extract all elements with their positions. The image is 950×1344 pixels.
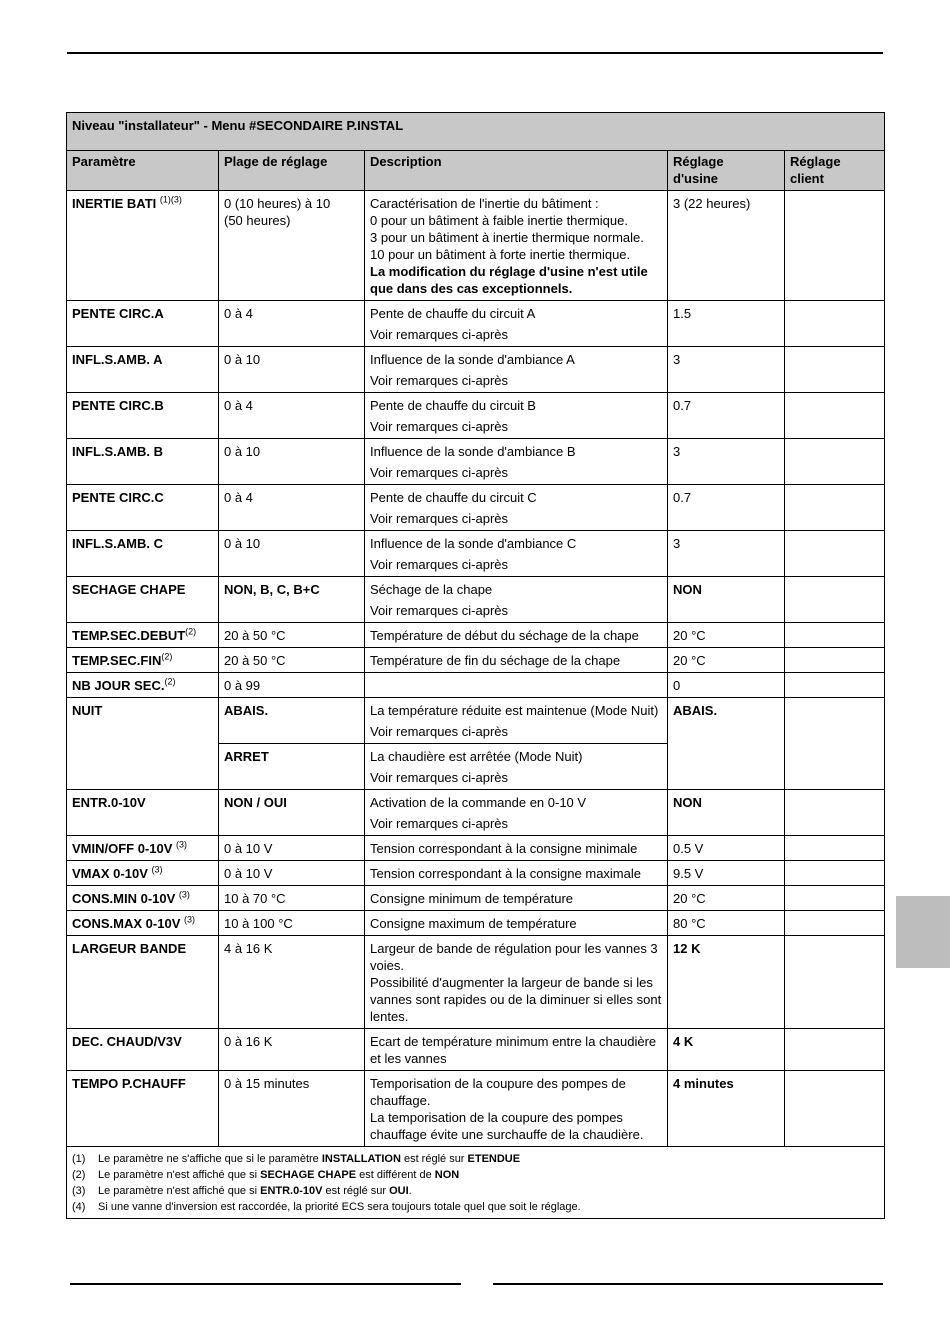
footnote: (3) Le paramètre n'est affiché que si ENTR.0-10V est réglé sur OUI. xyxy=(72,1185,412,1197)
client-setting xyxy=(785,393,885,439)
chapter-tab xyxy=(896,896,950,968)
table-row: ENTR.0-10V NON / OUI Activation de la commande en 0-10 V Voir remarques ci-après NON xyxy=(67,790,885,836)
header-range: Plage de réglage xyxy=(219,151,365,191)
footnotes xyxy=(67,1147,885,1219)
table-row: INFL.S.AMB. A 0 à 10 Influence de la sonde d'ambiance A Voir remarques ci-après 3 xyxy=(67,347,885,393)
table-row: TEMP.SEC.FIN$^{(2)}$ 20 à 50 °C Température de fin du séchage de la chape 20 °C xyxy=(67,648,885,673)
client-setting xyxy=(785,531,885,577)
client-setting xyxy=(785,301,885,347)
table-row: VMAX 0-10V $^{(3)}$ 0 à 10 V Tension correspondant à la consigne maximale 9.5 V xyxy=(67,861,885,886)
table-row: NUIT ABAIS. La température réduite est maintenue (Mode Nuit) Voir remarques ci-après ABAIS. xyxy=(67,698,885,744)
table-row: INFL.S.AMB. C 0 à 10 Influence de la sonde d'ambiance C Voir remarques ci-après 3 xyxy=(67,531,885,577)
table-row: VMIN/OFF 0-10V $^{(3)}$ 0 à 10 V Tension correspondant à la consigne minimale 0.5 V xyxy=(67,836,885,861)
top-rule xyxy=(67,52,883,54)
table-row: INERTIE BATI $^{(1)(3)}$ 0 (10 heures) à 10 (50 heures) Caractérisation de l'inertie du bâtiment : 0 pour un bâtiment à faible inertie thermique. 3 pour un bâtiment à inertie thermique normale. 10 pour un bâtiment à forte inertie thermique. La modification du réglage d'usine n'est utile que dans des cas exceptionnels. 3 (22 heures) xyxy=(67,191,885,301)
footnote-ref: (2) xyxy=(185,626,197,637)
client-setting xyxy=(785,936,885,1029)
client-setting xyxy=(785,347,885,393)
footer-rule-left xyxy=(70,1283,461,1285)
header-client: Réglage client xyxy=(785,151,885,191)
table-row: PENTE CIRC.A 0 à 4 Pente de chauffe du circuit A Voir remarques ci-après 1.5 xyxy=(67,301,885,347)
client-setting xyxy=(785,623,885,648)
client-setting xyxy=(785,911,885,936)
table-row: ARRET La chaudière est arrêtée (Mode Nuit) Voir remarques ci-après xyxy=(67,744,885,790)
footnote: (2) Le paramètre n'est affiché que si SECHAGE CHAPE est différent de NON xyxy=(72,1169,460,1181)
header-factory: Réglage d'usine xyxy=(668,151,785,191)
footnote-ref: (3) xyxy=(151,864,163,875)
footnote-ref: (1)(3) xyxy=(159,194,182,205)
client-setting xyxy=(785,836,885,861)
table-row: PENTE CIRC.C 0 à 4 Pente de chauffe du circuit C Voir remarques ci-après 0.7 xyxy=(67,485,885,531)
table-row: INFL.S.AMB. B 0 à 10 Influence de la sonde d'ambiance B Voir remarques ci-après 3 xyxy=(67,439,885,485)
table-row: PENTE CIRC.B 0 à 4 Pente de chauffe du circuit B Voir remarques ci-après 0.7 xyxy=(67,393,885,439)
client-setting xyxy=(785,861,885,886)
client-setting xyxy=(785,1071,885,1147)
param-name: INERTIE BATI xyxy=(72,196,160,211)
table-row: DEC. CHAUD/V3V 0 à 16 K Ecart de température minimum entre la chaudière et les vannes 4 K xyxy=(67,1029,885,1071)
header-desc: Description xyxy=(365,151,668,191)
table-title-row xyxy=(67,113,885,151)
client-setting xyxy=(785,485,885,531)
client-setting xyxy=(785,698,885,790)
footnote: (4) Si une vanne d'inversion est raccordée, la priorité ECS sera toujours totale quel que soit le réglage. xyxy=(72,1201,581,1213)
table-row: NB JOUR SEC.$^{(2)}$ 0 à 99 0 xyxy=(67,673,885,698)
footnote-ref: (3) xyxy=(176,839,188,850)
footnote: (1) Le paramètre ne s'affiche que si le paramètre INSTALLATION est réglé sur ETENDUE xyxy=(72,1153,521,1165)
table-header-row xyxy=(67,151,885,191)
client-setting xyxy=(785,648,885,673)
table-row: CONS.MAX 0-10V $^{(3)}$ 10 à 100 °C Consigne maximum de température 80 °C xyxy=(67,911,885,936)
header-param: Paramètre xyxy=(67,151,219,191)
table-row: SECHAGE CHAPE NON, B, C, B+C Séchage de la chape Voir remarques ci-après NON xyxy=(67,577,885,623)
table-row: LARGEUR BANDE 4 à 16 K Largeur de bande de régulation pour les vannes 3 voies. Possibilité d'augmenter la largeur de bande si les vannes sont rapides ou de la diminuer si elles sont lentes. 12 K xyxy=(67,936,885,1029)
client-setting xyxy=(785,1029,885,1071)
client-setting xyxy=(785,673,885,698)
table-title: Niveau "installateur" - Menu #SECONDAIRE P.INSTAL xyxy=(67,113,885,151)
footnote-ref: (3) xyxy=(183,914,195,925)
table-row: TEMPO P.CHAUFF 0 à 15 minutes Temporisation de la coupure des pompes de chauffage. La temporisation de la coupure des pompes chauffage évite une surchauffe de la chaudière. 4 minutes xyxy=(67,1071,885,1147)
footnotes-row xyxy=(67,1147,885,1219)
table-row: CONS.MIN 0-10V $^{(3)}$ 10 à 70 °C Consigne minimum de température 20 °C xyxy=(67,886,885,911)
client-setting xyxy=(785,191,885,301)
client-setting xyxy=(785,577,885,623)
client-setting xyxy=(785,886,885,911)
client-setting xyxy=(785,439,885,485)
footnote-ref: (2) xyxy=(161,651,173,662)
parameter-table xyxy=(66,112,885,1219)
footnote-ref: (2) xyxy=(164,676,176,687)
footer-rule-right xyxy=(493,1283,883,1285)
table-row: TEMP.SEC.DEBUT$^{(2)}$ 20 à 50 °C Température de début du séchage de la chape 20 °C xyxy=(67,623,885,648)
footnote-ref: (3) xyxy=(178,889,190,900)
client-setting xyxy=(785,790,885,836)
